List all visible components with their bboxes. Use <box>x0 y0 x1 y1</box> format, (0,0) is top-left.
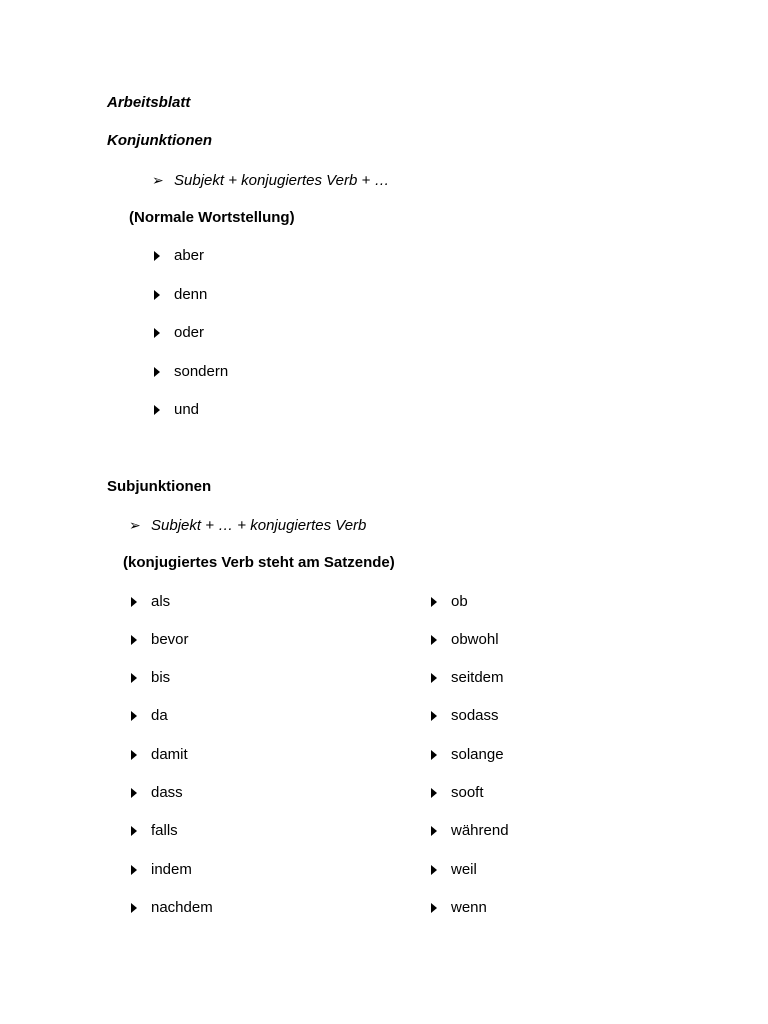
list-item: indem <box>131 860 192 880</box>
triangle-bullet-icon <box>431 750 437 760</box>
triangle-bullet-icon <box>154 328 160 338</box>
list-item: sooft <box>431 783 484 803</box>
triangle-bullet-icon <box>431 597 437 607</box>
konjunktionen-rule <box>152 170 389 191</box>
list-item: denn <box>154 285 207 305</box>
konjunktionen-heading: Konjunktionen <box>107 132 212 149</box>
subjunktionen-note: (konjugiertes Verb steht am Satzende) <box>123 554 395 571</box>
subjunktionen-heading: Subjunktionen <box>107 478 212 495</box>
list-item: oder <box>154 323 204 343</box>
triangle-bullet-icon <box>131 673 137 683</box>
konjunktionen-rule-text: Subjekt + konjugiertes Verb + … <box>174 172 390 189</box>
triangle-bullet-icon <box>431 865 437 875</box>
triangle-bullet-icon <box>154 290 160 300</box>
list-item: seitdem <box>431 668 504 688</box>
arrow-bullet-icon: ➢ <box>129 517 141 533</box>
page-title: Arbeitsblatt <box>107 94 191 111</box>
list-item: obwohl <box>431 630 499 650</box>
list-item: sondern <box>154 362 228 382</box>
triangle-bullet-icon <box>154 367 160 377</box>
list-item: nachdem <box>131 898 213 918</box>
list-item: damit <box>131 745 188 765</box>
list-item: ob <box>431 592 468 612</box>
triangle-bullet-icon <box>131 597 137 607</box>
triangle-bullet-icon <box>131 750 137 760</box>
list-item: bevor <box>131 630 189 650</box>
subjunktionen-rule-text: Subjekt + … + konjugiertes Verb <box>151 517 367 534</box>
triangle-bullet-icon <box>431 635 437 645</box>
list-item: wenn <box>431 898 487 918</box>
triangle-bullet-icon <box>431 826 437 836</box>
triangle-bullet-icon <box>431 788 437 798</box>
subjunktionen-rule <box>129 515 366 536</box>
list-item: aber <box>154 246 204 266</box>
triangle-bullet-icon <box>131 826 137 836</box>
list-item: und <box>154 400 199 420</box>
triangle-bullet-icon <box>131 903 137 913</box>
list-item: solange <box>431 745 504 765</box>
arrow-bullet-icon: ➢ <box>152 172 164 188</box>
list-item: während <box>431 821 509 841</box>
triangle-bullet-icon <box>131 635 137 645</box>
triangle-bullet-icon <box>154 405 160 415</box>
triangle-bullet-icon <box>154 251 160 261</box>
list-item: falls <box>131 821 178 841</box>
triangle-bullet-icon <box>131 865 137 875</box>
list-item: da <box>131 706 168 726</box>
triangle-bullet-icon <box>431 673 437 683</box>
list-item: als <box>131 592 170 612</box>
triangle-bullet-icon <box>131 788 137 798</box>
list-item: weil <box>431 860 477 880</box>
list-item: dass <box>131 783 183 803</box>
list-item: sodass <box>431 706 499 726</box>
triangle-bullet-icon <box>431 903 437 913</box>
triangle-bullet-icon <box>431 711 437 721</box>
konjunktionen-note: (Normale Wortstellung) <box>129 209 295 226</box>
triangle-bullet-icon <box>131 711 137 721</box>
list-item: bis <box>131 668 170 688</box>
